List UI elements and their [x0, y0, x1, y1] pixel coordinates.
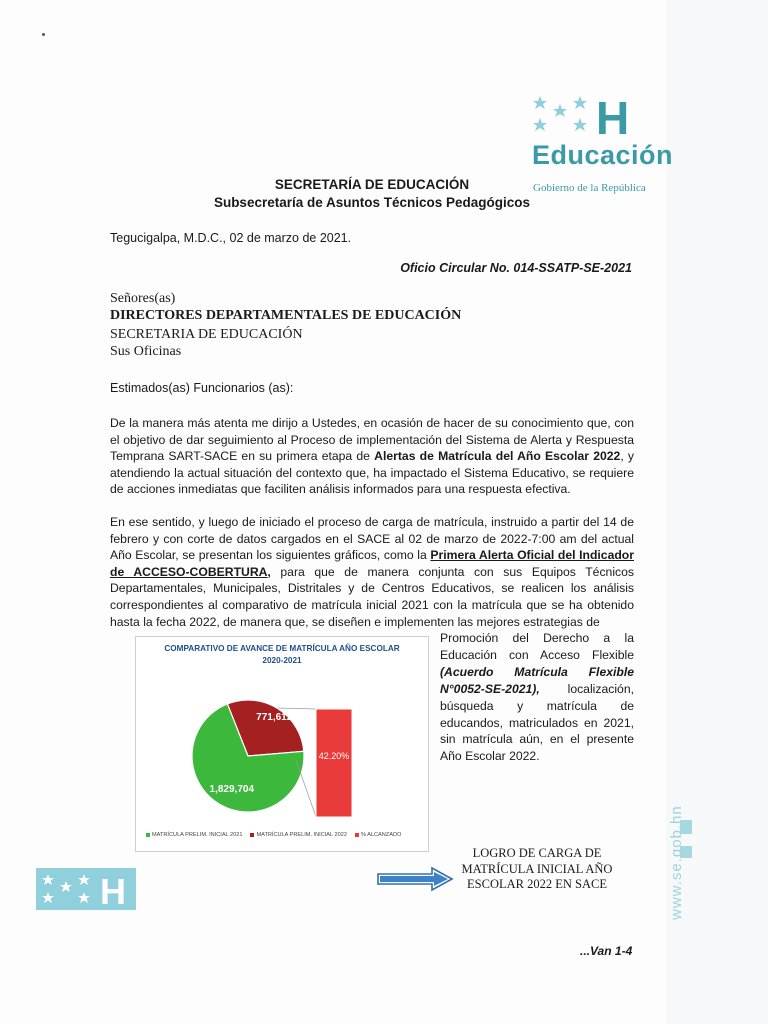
svg-text:H: H [100, 871, 126, 910]
footer-logo-icon [36, 868, 136, 910]
bar-alcanzado [316, 709, 352, 817]
logro-caption: LOGRO DE CARGA DE MATRÍCULA INICIAL AÑO ESCOLAR 2022 EN SACE [461, 846, 613, 891]
pie-label-2021: 1,829,704 [209, 784, 255, 796]
chart-title: COMPARATIVO DE AVANCE DE MATRÍCULA AÑO ESCOLAR 2020-2021 [164, 644, 400, 665]
header-line-2: Subsecretaría de Asuntos Técnicos Pedagógicos [213, 195, 531, 210]
honduras-logo-icon [530, 92, 640, 138]
chart-plot [136, 637, 428, 851]
connector-line-2 [296, 760, 316, 817]
legend-item-3: % ALCANZADO [355, 832, 401, 838]
document-date: Tegucigalpa, M.D.C., 02 de marzo de 2021. [110, 231, 352, 245]
legend-item-2: MATRÍCULA PRELIM. INICIAL 2022 [250, 832, 346, 838]
logo-title: Educación [532, 140, 674, 170]
arrow-right-icon [376, 866, 454, 892]
pie-label-2022: 771,612 [256, 711, 293, 723]
continuation-marker: ...Van 1-4 [580, 944, 633, 958]
paragraph-2: En ese sentido, y luego de iniciado el proceso de carga de matrícula, instruido a partir del 14 de febrero y con corte de datos cargados en el SACE al 02 de marzo de 2022-7:00 am del actual Año Escolar, se presentan los siguientes gráficos, como la Primera Alerta Oficial del Indicador de ACCESO-COBERTURA, para que de manera conjunta con sus Equipos Técnicos Departamentales, Municipales, Distritales y de Centros Educativos, se realicen los análisis correspondientes al comparativo de matrícula inicial 2021 con la matrícula que se ha obtenido hasta la fecha 2022, de manera que, se diseñen e implementen las mejores estrategias de [110, 515, 634, 629]
legend-swatch [355, 833, 359, 837]
enrollment-chart [135, 636, 429, 852]
addressee-line-2: DIRECTORES DEPARTAMENTALES DE EDUCACIÓN [110, 308, 462, 323]
connector-line-1 [278, 708, 316, 709]
side-paragraph: Promoción del Derecho a la Educación con Acceso Flexible (Acuerdo Matrícula Flexible N°0052-SE-2021), localización, búsqueda y matrícula de educandos, matriculados en 2021, sin matrícula aún, en el presente Año Escolar 2022. [440, 631, 634, 764]
legend-swatch [146, 833, 150, 837]
footer-logo [36, 868, 136, 910]
legend-item-1: MATRÍCULA PRELIM. INICIAL 2021 [146, 832, 242, 838]
legend-swatch [250, 833, 254, 837]
addressee-line-1: Señores(as) [110, 291, 176, 306]
svg-text:H: H [596, 92, 630, 138]
chart-legend [146, 832, 426, 838]
website-text: www.se.gob.hn [668, 805, 685, 920]
bar-label: 42.20% [318, 751, 350, 761]
header-line-1: SECRETARÍA DE EDUCACIÓN [274, 177, 470, 192]
addressee-line-4: Sus Oficinas [110, 344, 182, 359]
addressee-line-3: SECRETARIA DE EDUCACIÓN [110, 327, 303, 342]
logo-subtitle: Gobierno de la República [533, 182, 646, 194]
oficio-number: Oficio Circular No. 014-SSATP-SE-2021 [400, 261, 632, 275]
scan-speck [42, 33, 45, 36]
paragraph-1: De la manera más atenta me dirijo a Ustedes, en ocasión de hacer de su conocimiento que, con el objetivo de dar seguimiento al Proceso de implementación del Sistema de Alerta y Respuesta Temprana SART-SACE en su primera etapa de Alertas de Matrícula del Año Escolar 2022, y atendiendo la actual situación del contexto que, ha impactado el Sistema Educativo, se requiere de acciones inmediatas que faciliten análisis informados para una respuesta efectiva. [110, 416, 634, 497]
greeting: Estimados(as) Funcionarios (as): [110, 381, 294, 395]
